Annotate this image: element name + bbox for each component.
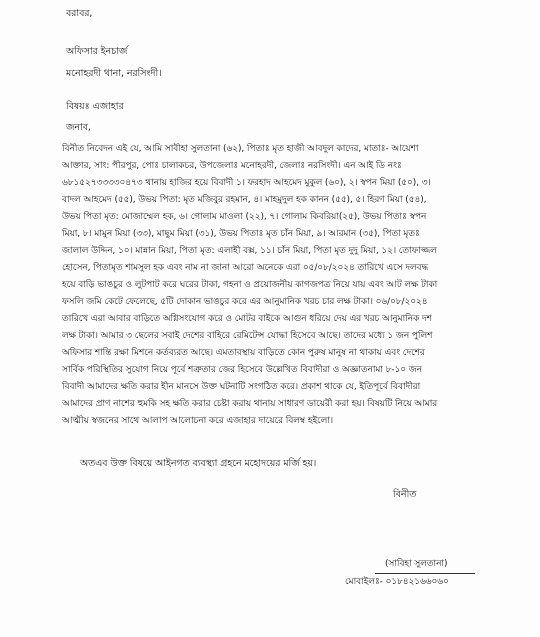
- signature-phone: মোবাইলঃ- ০১৮৪২১৬৬০৬০: [345, 577, 449, 587]
- body-line: সার্বিক পরিস্থিতির সুযোগ নিয়ে পূর্বে শত্রুতার জের হিসেবে উল্লেখিত বিবাদীরা ও অজ্ঞাতনামা ৮-১০ জন: [62, 365, 423, 375]
- signature-underline: [375, 573, 475, 574]
- closing-request: অতএব উক্ত বিষয়ে আইনগত ব্যবস্থ্যা গ্রহনে মহোদয়ের মর্জি হয়।: [80, 458, 317, 469]
- body-line: ফসলি জমি কেটে ফেলেছে, ৫টি দোকান ভাঙচুর করে এর আনুমানিক খরচ চার লক্ষ টাকা। ০৬/০৮/২০২৪: [62, 297, 428, 307]
- body-line: আমাদের প্রাণ নাশের হুমকি সহ ক্ষতি করার চেষ্টা করায় থানায় সাধারণ ডায়েরী করা হয়। বিষয়টি নিয়ে আমার: [62, 399, 438, 409]
- body-line: ৬৮১৫২৭৩৩৩৩০৪৭৩ থানায় হাজির হয়ে বিবাদী ১। ফরহাদ আহমেদ মুকুল (৬০), ২। স্বপন মিয়া (৫০), ৩।: [62, 178, 431, 188]
- address-officer: অফিসার ইনচার্জ: [66, 46, 128, 57]
- address-station: মনোহরদী থানা, নরসিংদী।: [66, 68, 162, 79]
- subject-line: বিষয়ঃ এজাহার: [66, 101, 124, 112]
- body-line: তারিখে এরা আবার বাড়িতে অগ্নিসংযোগ করে ও মোটর বাইকে আগুন ধরিয়ে দেয় এর খরচ আনুমানিক দশ: [62, 314, 432, 324]
- body-line: মিয়া, ৮। মামুন মিয়া (৩৩), মাছুম মিয়া (৩১), উভয় পিতাঃ মৃত চাঁন মিয়া, ৯। আরমান (৩৫), পিতা মৃতঃ: [62, 229, 420, 239]
- body-line: উভয় পিতা মৃত: মোজাম্মেল হক, ৬। গোলাম মাওলা (২২), ৭। গোলাম কিবরিয়া(২৫), উভয় পিতাঃ স্বপন: [62, 212, 427, 222]
- signature-name: (সাবিহা সুলতানা): [385, 559, 448, 569]
- body-line: বিনীত নিবেদন এই যে, আমি সাবীহা সুলতানা (৬২), পিতাঃ মৃত হাজী আবদুল কাদের, মাতাঃ- আয়েশা: [62, 144, 419, 154]
- body-line: আক্তার, সাং: পীরপুর, পোঃ চালাকচর, উপজেলাঃ মনোহরদী, জেলাঃ নরসিংদী। এন আই ডি নংঃ: [62, 161, 402, 171]
- body-line: বাদল আহমেদ (৫৫), উভয় পিতা: মৃত মজিবুর রহমান, ৪। মাহমুদুল হক কানন (৫৫), ৫। হিরণ মিয়া (৫৪),: [62, 195, 427, 205]
- body-line: জালাল উদ্দিন, ১০। মান্নান মিয়া, পিতা মৃত: এলাহী বক্স, ১১। চাঁন মিয়া, পিতা মৃত দুদু মিয়া, ১২। তোফাজ্জল: [62, 246, 437, 256]
- signature-sincerely: বিনীত: [393, 489, 417, 500]
- body-line: বিবাদী আমাদের ক্ষতি করার হীন মানসে উক্ত ঘটনাটি সংগঠিত করে। প্রকাশ থাকে যে, ইতিপূর্বে বিবাদীরা: [62, 382, 421, 392]
- body-line: হোসেন, পিতামৃত শামসুল হক এবং নাম না জানা আরো অনেকে এরা ০৫/০৮/২০২৪ তারিখে এসে দলবদ্ধ: [62, 263, 428, 273]
- address-to: বরাবর,: [66, 8, 93, 19]
- body-line: হয়ে বাড়ি ভাঙচুর ও লুটপাট করে ঘরের টাকা, গহনা ও প্রয়োজনীয় কাগজপত্র নিয়ে যায় এবং আট লক্ষ টাকা: [62, 280, 438, 290]
- body-line: লক্ষ টাকা। আমার ৩ ছেলের সবাই দেশের বাহিরে রেমিটেন্স যোদ্ধা হিসেবে আছে। তাদের মধ্যে ১ জন পুলিশ: [62, 331, 433, 341]
- body-line: অফিসার শান্তি রক্ষা মিশনে কর্তব্যরত আছে। এমতাবস্থায় বাড়িতে কোন পুরুষ মানুষ না থাকায় এবং দেশের: [62, 348, 425, 358]
- body-line: আত্মীয় স্বজনের সাথে আলাপ আলোচনা করে এজাহার দায়েরে বিলম্ব হইলো।: [62, 416, 333, 426]
- salutation: জনাব,: [66, 122, 91, 133]
